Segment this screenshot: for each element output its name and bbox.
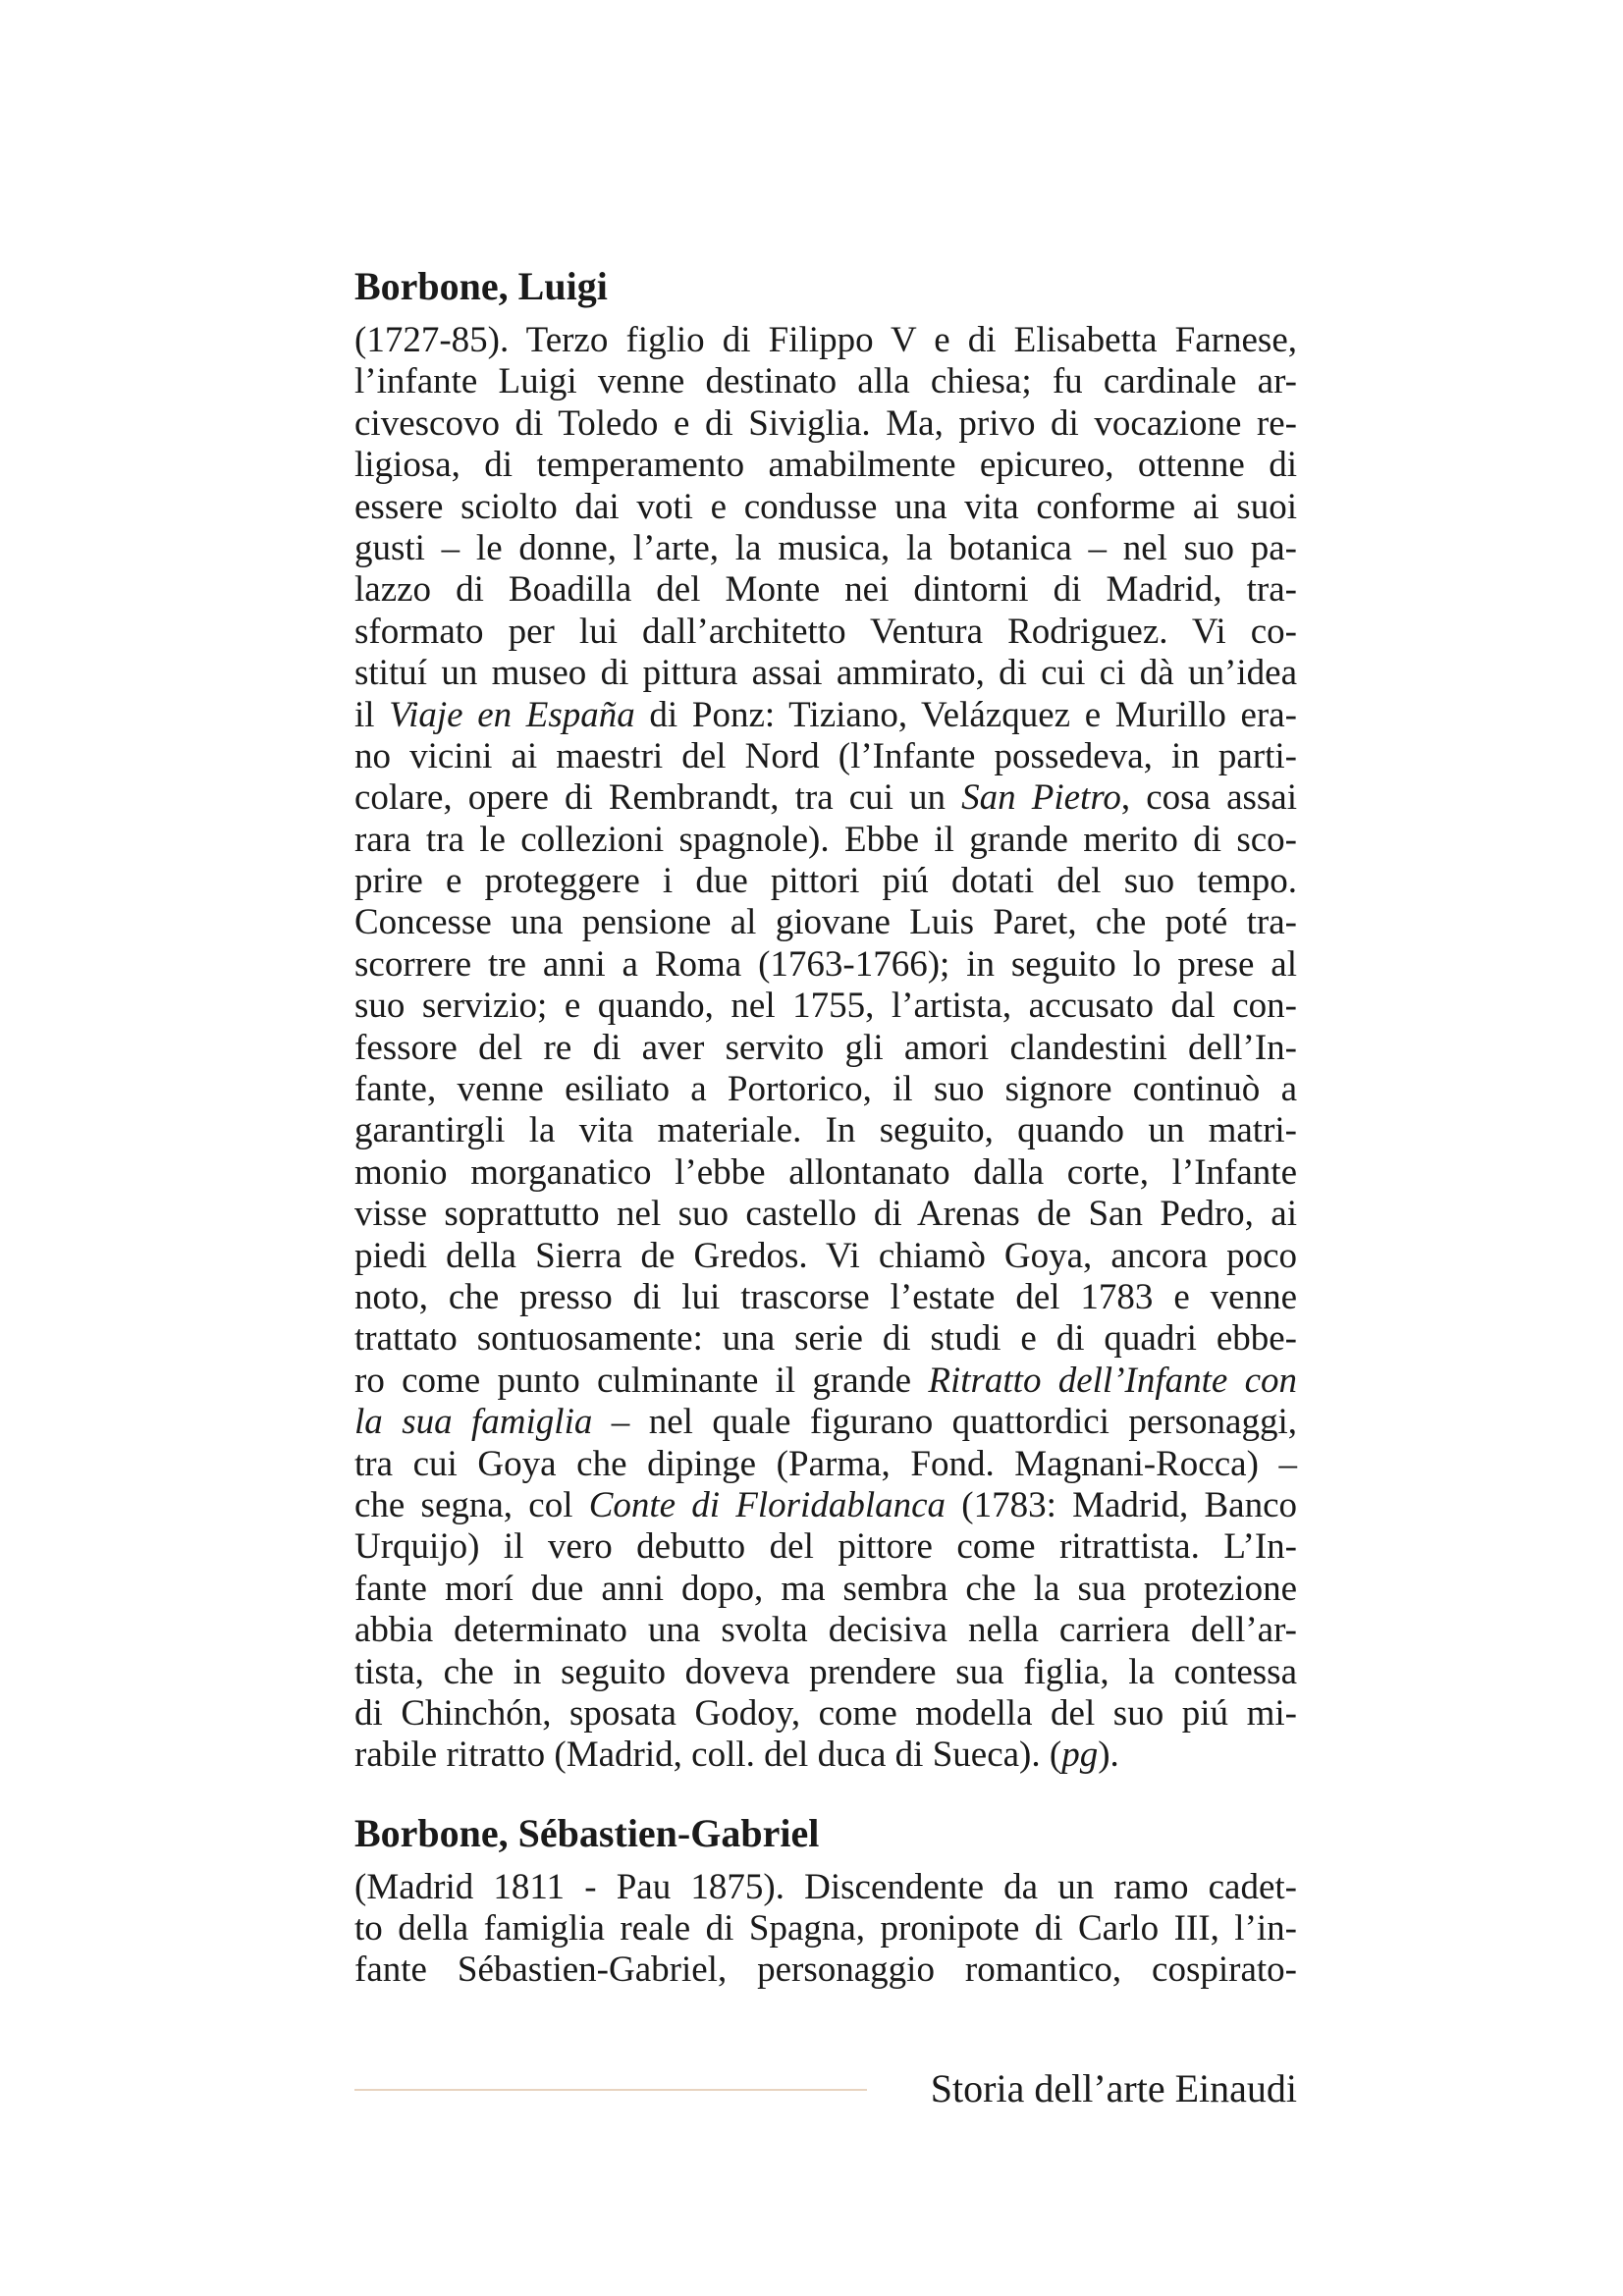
text-run: monio morganatico l’ebbe allontanato dalla corte, l’Infante bbox=[354, 1151, 1297, 1193]
text-run: civescovo di Toledo e di Siviglia. Ma, privo di vocazione re- bbox=[354, 402, 1297, 444]
footer-rule bbox=[354, 2089, 867, 2091]
text-line bbox=[354, 1236, 1297, 1277]
footer-title: Storia dell’arte Einaudi bbox=[930, 2066, 1297, 2110]
text-line bbox=[354, 403, 1297, 445]
entries-container bbox=[354, 263, 1297, 1992]
text-run: che segna, col bbox=[354, 1484, 589, 1525]
text-line bbox=[354, 1028, 1297, 1069]
italic-title: pg bbox=[1061, 1735, 1099, 1776]
text-run: il bbox=[354, 694, 390, 735]
text-line bbox=[354, 861, 1297, 902]
text-line bbox=[354, 1402, 1297, 1443]
text-line bbox=[354, 1485, 1297, 1526]
page-footer bbox=[354, 2061, 1297, 2120]
text-line bbox=[354, 361, 1297, 402]
italic-title: Ritratto dell’Infante con bbox=[928, 1360, 1297, 1401]
text-line bbox=[354, 1361, 1297, 1402]
italic-title: Viaje en España bbox=[389, 694, 635, 735]
text-line bbox=[354, 1867, 1297, 1908]
text-line bbox=[354, 1069, 1297, 1110]
text-run: Concesse una pensione al giovane Luis Paret, che poté tra- bbox=[354, 902, 1297, 943]
text-run: tra cui Goya che dipinge (Parma, Fond. Magnani-Rocca) – bbox=[354, 1443, 1297, 1484]
text-line bbox=[354, 1110, 1297, 1151]
dictionary-entry bbox=[354, 1810, 1297, 1992]
text-run: gusti – le donne, l’arte, la musica, la botanica – nel suo pa- bbox=[354, 527, 1297, 568]
text-run: garantirgli la vita materiale. In seguito, quando un matri- bbox=[354, 1110, 1297, 1151]
text-line bbox=[354, 320, 1297, 361]
text-line bbox=[354, 944, 1297, 986]
text-line bbox=[354, 1569, 1297, 1610]
dictionary-entry bbox=[354, 263, 1297, 1777]
text-run: fante Sébastien-Gabriel, personaggio romantico, cospirato- bbox=[354, 1949, 1297, 1991]
text-run: ). bbox=[1098, 1735, 1119, 1776]
text-line bbox=[354, 1735, 1297, 1776]
text-run: trattato sontuosamente: una serie di studi e di quadri ebbe- bbox=[354, 1318, 1297, 1360]
text-line bbox=[354, 487, 1297, 528]
text-run: to della famiglia reale di Spagna, pronipote di Carlo III, l’in- bbox=[354, 1908, 1297, 1949]
text-run: stituí un museo di pittura assai ammirato, di cui ci dà un’idea bbox=[354, 653, 1297, 694]
text-run: ro come punto culminante il grande bbox=[354, 1360, 929, 1401]
text-line bbox=[354, 1908, 1297, 1949]
text-run: essere sciolto dai voti e condusse una vita conforme ai suoi bbox=[354, 486, 1297, 527]
text-run: scorrere tre anni a Roma (1763-1766); in seguito lo prese al bbox=[354, 943, 1297, 985]
text-run: fante, venne esiliato a Portorico, il suo signore continuò a bbox=[354, 1069, 1297, 1110]
text-line bbox=[354, 1152, 1297, 1194]
document-page bbox=[354, 263, 1297, 2011]
text-run: ligiosa, di temperamento amabilmente epicureo, ottenne di bbox=[354, 445, 1297, 486]
text-line bbox=[354, 1277, 1297, 1318]
text-run: rara tra le collezioni spagnole). Ebbe il grande merito di sco- bbox=[354, 819, 1297, 860]
text-run: prire e proteggere i due pittori piú dotati del suo tempo. bbox=[354, 861, 1297, 902]
entry-title: Borbone, Sébastien-Gabriel bbox=[354, 1810, 820, 1855]
text-run: visse soprattutto nel suo castello di Arenas de San Pedro, ai bbox=[354, 1194, 1297, 1235]
text-run: rabile ritratto (Madrid, coll. del duca di Sueca). ( bbox=[354, 1735, 1062, 1776]
text-line bbox=[354, 986, 1297, 1027]
text-line bbox=[354, 820, 1297, 861]
text-run: , cosa assai bbox=[1120, 777, 1297, 819]
text-line bbox=[354, 902, 1297, 943]
text-run: piedi della Sierra de Gredos. Vi chiamò Goya, ancora poco bbox=[354, 1235, 1297, 1276]
text-line bbox=[354, 1610, 1297, 1651]
entry-title: Borbone, Luigi bbox=[354, 264, 608, 308]
text-line bbox=[354, 445, 1297, 486]
text-run: (1783: Madrid, Banco bbox=[946, 1484, 1297, 1525]
text-run: lazzo di Boadilla del Monte nei dintorni di Madrid, tra- bbox=[354, 569, 1297, 611]
italic-title: Conte di Floridablanca bbox=[588, 1484, 947, 1525]
text-run: suo servizio; e quando, nel 1755, l’artista, accusato dal con- bbox=[354, 986, 1297, 1027]
text-run: no vicini ai maestri del Nord (l’Infante possedeva, in parti- bbox=[354, 735, 1297, 776]
text-run: abbia determinato una svolta decisiva nella carriera dell’ar- bbox=[354, 1610, 1297, 1651]
text-line bbox=[354, 1949, 1297, 1991]
text-line bbox=[354, 569, 1297, 611]
text-run: Urquijo) il vero debutto del pittore come ritrattista. L’In- bbox=[354, 1526, 1297, 1568]
text-run: di Chinchón, sposata Godoy, come modella del suo piú mi- bbox=[354, 1692, 1297, 1734]
entry-body bbox=[354, 1867, 1297, 1992]
text-line bbox=[354, 1526, 1297, 1568]
text-run: noto, che presso di lui trascorse l’estate del 1783 e venne bbox=[354, 1276, 1297, 1317]
entry-body bbox=[354, 320, 1297, 1777]
text-run: fessore del re di aver servito gli amori clandestini dell’In- bbox=[354, 1027, 1297, 1068]
text-run: tista, che in seguito doveva prendere sua figlia, la contessa bbox=[354, 1651, 1297, 1692]
text-line bbox=[354, 695, 1297, 736]
text-line bbox=[354, 1444, 1297, 1485]
text-line bbox=[354, 1693, 1297, 1735]
text-run: – nel quale figurano quattordici personaggi, bbox=[592, 1402, 1297, 1443]
text-run: sformato per lui dall’architetto Ventura Rodriguez. Vi co- bbox=[354, 611, 1297, 652]
text-run: l’infante Luigi venne destinato alla chiesa; fu cardinale ar- bbox=[354, 361, 1297, 402]
italic-title: la sua famiglia bbox=[354, 1402, 593, 1443]
text-line bbox=[354, 528, 1297, 569]
text-line bbox=[354, 1194, 1297, 1235]
text-line bbox=[354, 736, 1297, 777]
text-line bbox=[354, 777, 1297, 819]
text-run: di Ponz: Tiziano, Velázquez e Murillo era- bbox=[634, 694, 1297, 735]
text-line bbox=[354, 1318, 1297, 1360]
italic-title: San Pietro bbox=[961, 777, 1121, 819]
text-line bbox=[354, 612, 1297, 653]
text-run: colare, opere di Rembrandt, tra cui un bbox=[354, 777, 962, 819]
text-line bbox=[354, 653, 1297, 694]
text-line bbox=[354, 1652, 1297, 1693]
text-run: fante morí due anni dopo, ma sembra che la sua protezione bbox=[354, 1568, 1297, 1609]
text-run: (1727-85). Terzo figlio di Filippo V e di Elisabetta Farnese, bbox=[354, 320, 1297, 360]
text-run: (Madrid 1811 - Pau 1875). Discendente da un ramo cadet- bbox=[354, 1866, 1297, 1907]
